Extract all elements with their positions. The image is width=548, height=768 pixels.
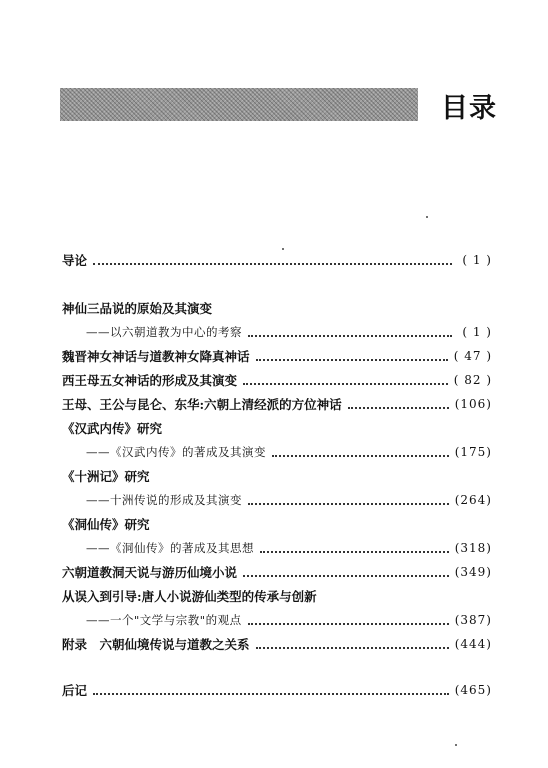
page-title: 目录 xyxy=(441,93,497,124)
toc-entry xyxy=(62,250,492,270)
toc-entry-title: 导论 xyxy=(62,253,88,268)
dot-leader xyxy=(272,454,449,457)
toc-entry-title: 《洞仙传》研究 xyxy=(62,517,150,532)
toc-entry xyxy=(62,346,492,366)
toc-entry-page: (175) xyxy=(454,445,492,459)
toc-entry-title: ——一个"文学与宗教"的观点 xyxy=(86,613,242,627)
dot-leader xyxy=(248,622,449,625)
toc-entry-title: ——《洞仙传》的著成及其思想 xyxy=(86,541,254,555)
toc-entry-title: 《十洲记》研究 xyxy=(62,469,150,484)
toc-entry-page: (465) xyxy=(454,683,492,697)
toc-entry-page: ( 1 ) xyxy=(462,253,492,267)
toc-entry-title: ——十洲传说的形成及其演变 xyxy=(86,493,242,507)
speck-mark xyxy=(455,744,457,746)
toc-subentry xyxy=(62,322,492,342)
toc-subentry xyxy=(62,442,492,462)
toc-entry-page: (444) xyxy=(454,637,492,651)
toc-entry xyxy=(62,370,492,390)
toc-subentry xyxy=(62,610,492,630)
toc-entry-page: (264) xyxy=(454,493,492,507)
dot-leader xyxy=(256,646,449,649)
toc-entry xyxy=(62,586,492,606)
toc-entry xyxy=(62,680,492,700)
toc-entry xyxy=(62,394,492,414)
toc-entry-title: 王母、王公与昆仑、东华:六朝上清经派的方位神话 xyxy=(62,397,342,412)
dot-leader xyxy=(243,382,448,385)
dot-leader xyxy=(248,502,449,505)
dot-leader xyxy=(248,334,452,337)
toc-entry-title: 六朝道教洞天说与游历仙境小说 xyxy=(62,565,238,580)
toc-entry-title: ——以六朝道教为中心的考察 xyxy=(86,325,242,339)
toc-entry xyxy=(62,514,492,534)
toc-entry-page: ( 1 ) xyxy=(462,325,492,339)
toc-entry-page: (387) xyxy=(454,613,492,627)
toc-entry-title: 附录 六朝仙境传说与道教之关系 xyxy=(62,637,250,652)
dot-leader xyxy=(256,358,448,361)
toc-entry-page: (318) xyxy=(454,541,492,555)
toc-entry-page: ( 82 ) xyxy=(453,373,492,387)
dot-leader xyxy=(260,550,449,553)
header-band xyxy=(60,88,418,121)
toc-entry-title: ——《汉武内传》的著成及其演变 xyxy=(86,445,266,459)
toc-subentry xyxy=(62,538,492,558)
toc-entry-title: 神仙三品说的原始及其演变 xyxy=(62,301,213,316)
toc-entry-page: ( 47 ) xyxy=(453,349,492,363)
toc-entry xyxy=(62,634,492,654)
toc-entry-page: (106) xyxy=(454,397,492,411)
toc-entry-title: 西王母五女神话的形成及其演变 xyxy=(62,373,238,388)
toc-entry xyxy=(62,562,492,582)
dot-leader xyxy=(93,692,449,695)
toc-entry-title: 《汉武内传》研究 xyxy=(62,421,163,436)
dot-leader xyxy=(348,406,449,409)
toc-entry-title: 魏晋神女神话与道教神女降真神话 xyxy=(62,349,250,364)
toc-entry-page: (349) xyxy=(454,565,492,579)
dot-leader xyxy=(93,262,452,265)
speck-mark xyxy=(426,216,428,218)
toc-entry xyxy=(62,298,492,318)
toc-subentry xyxy=(62,490,492,510)
toc-entry-title: 后记 xyxy=(62,683,88,698)
toc-entry-title: 从误入到引导:唐人小说游仙类型的传承与创新 xyxy=(62,589,317,604)
toc-entry xyxy=(62,418,492,438)
toc-entry xyxy=(62,466,492,486)
dot-leader xyxy=(243,574,449,577)
